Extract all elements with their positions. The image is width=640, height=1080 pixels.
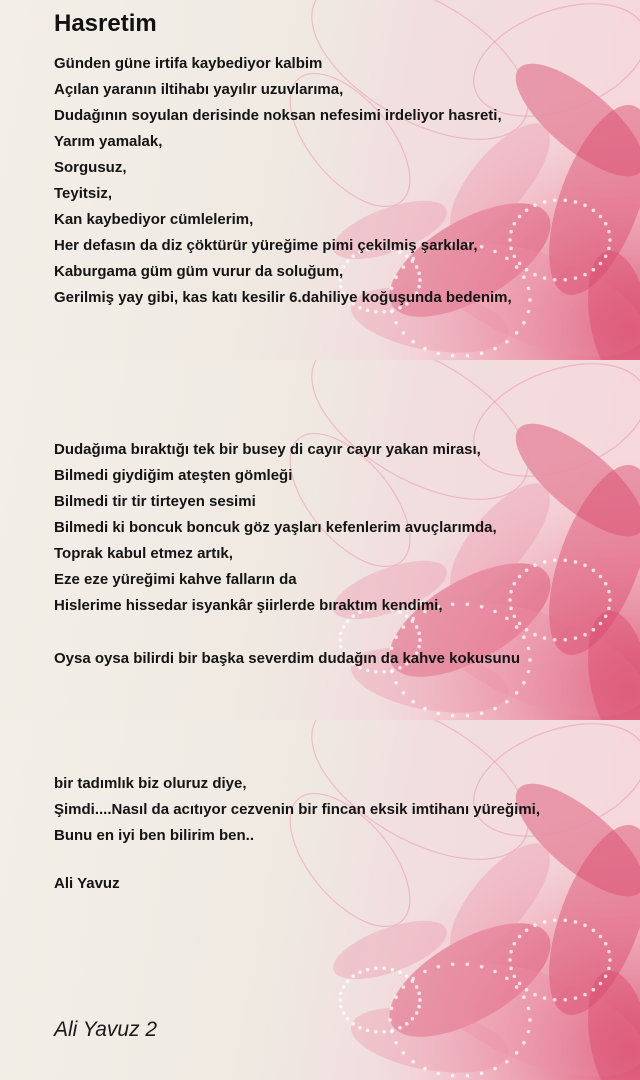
dot-ornament [574,560,578,564]
poem-line: Bilmedi giydiğim ateşten gömleği [54,467,293,484]
dot-ornament [415,1011,419,1015]
dot-ornament [509,967,513,971]
poem-line: Kaburgama güm güm vurur da soluğum, [54,263,344,280]
dot-ornament [607,607,611,611]
dot-ornament [543,200,547,204]
dot-ornament [402,1051,406,1055]
poem-line: Hislerime hissedar isyankâr şiirlerde bıraktım kendimi, [54,597,443,614]
dot-ornament [466,714,470,718]
dot-ornament [583,273,587,277]
poem-line: Bilmedi tir tir tirteyen sesimi [54,493,256,510]
poem-line: Teyitsiz, [54,185,113,202]
dot-ornament [515,985,519,989]
dot-ornament [599,935,603,939]
dot-ornament [437,711,441,715]
dot-ornament [508,598,512,602]
poem-line: Şimdi....Nasıl da acıtıyor cezvenin bir fincan eksik imtihanı yüreğimi, [54,801,540,818]
dot-ornament [518,982,522,986]
stanza-2 [54,437,497,619]
dot-ornament [513,254,517,258]
dot-ornament [466,1074,470,1078]
poem-line: Gerilmiş yay gibi, kas katı kesilir 6.dahiliye koğuşunda bedenim, [54,289,512,306]
dot-ornament [339,992,343,996]
dot-ornament [528,1018,532,1022]
dot-ornament [608,598,612,602]
dot-ornament [451,963,455,967]
dot-ornament [533,633,537,637]
dot-ornament [528,298,532,302]
dot-ornament [493,707,497,711]
dot-ornament [505,340,509,344]
dot-ornament [423,970,427,974]
dot-ornament [543,276,547,280]
dot-ornament [513,614,517,618]
dot-ornament [604,974,608,978]
dot-ornament [338,998,342,1002]
dot-ornament [607,590,611,594]
dot-ornament [607,950,611,954]
dot-ornament [374,1030,378,1034]
dot-ornament [515,331,519,335]
dot-ornament [394,635,398,639]
dot-ornament [346,1017,350,1021]
dot-ornament [398,970,402,974]
poem-line: bir tadımlık biz oluruz diye, [54,775,247,792]
dot-ornament [604,942,608,946]
dot-ornament [563,998,567,1002]
dot-ornament [563,638,567,642]
dot-ornament [607,967,611,971]
dot-ornament [417,992,421,996]
dot-ornament [351,1022,355,1026]
dot-ornament [411,979,415,983]
dot-ornament [366,968,370,972]
dot-ornament [418,638,422,642]
dot-ornament [480,351,484,355]
poem-line: Yarım yamalak, [54,133,163,150]
dot-ornament [592,268,596,272]
dot-ornament [480,1071,484,1075]
dot-ornament [480,711,484,715]
dot-ornament [423,347,427,351]
dot-ornament [528,658,532,662]
dot-ornament [374,966,378,970]
dot-ornament [525,568,529,572]
dot-ornament [505,700,509,704]
dot-ornament [339,632,343,636]
dot-ornament [533,993,537,997]
dot-ornament [388,1018,392,1022]
dot-ornament [411,1017,415,1021]
dot-ornament [527,1030,531,1034]
dot-ornament [533,204,537,208]
dot-ornament [513,582,517,586]
dot-ornament [522,1041,526,1045]
dot-ornament [513,222,517,226]
dot-ornament [592,988,596,992]
dot-ornament [553,198,557,202]
dot-ornament [599,262,603,266]
dot-ornament [402,691,406,695]
dot-ornament [513,974,517,978]
dot-ornament [583,924,587,928]
dot-ornament [351,974,355,978]
dot-ornament [339,1005,343,1009]
dot-ornament [533,924,537,928]
dot-ornament [515,691,519,695]
dot-ornament [508,958,512,962]
dot-ornament [394,321,398,325]
dot-ornament [417,632,421,636]
dot-ornament [505,1060,509,1064]
dot-ornament [451,714,455,718]
dot-ornament [604,614,608,618]
dot-ornament [599,215,603,219]
dot-ornament [418,998,422,1002]
poem-line: Eze eze yüreğimi kahve falların da [54,571,297,588]
dot-ornament [505,617,509,621]
dot-ornament [342,1011,346,1015]
dot-ornament [599,982,603,986]
dot-ornament [394,681,398,685]
dot-ornament [411,340,415,344]
dot-ornament [592,628,596,632]
dot-ornament [415,985,419,989]
poem-line: Günden güne irtifa kaybediyor kalbim [54,55,323,72]
dot-ornament [346,979,350,983]
dot-ornament [405,1022,409,1026]
dot-ornament [592,208,596,212]
dot-ornament [604,254,608,258]
dot-ornament [423,1067,427,1071]
dot-ornament [574,920,578,924]
dot-ornament [607,230,611,234]
dot-ornament [574,636,578,640]
dot-ornament [402,985,406,989]
dot-ornament [417,1005,421,1009]
dot-ornament [553,918,557,922]
dot-ornament [394,995,398,999]
dot-ornament [543,636,547,640]
dot-ornament [563,278,567,282]
dot-ornament [423,707,427,711]
dot-ornament [493,970,497,974]
poem-line: Oysa oysa bilirdi bir başka severdim dudağın da kahve kokusunu [54,650,520,667]
dot-ornament [451,354,455,358]
dot-ornament [599,575,603,579]
dot-ornament [522,635,526,639]
dot-ornament [525,208,529,212]
dot-ornament [505,977,509,981]
dot-ornament [533,273,537,277]
dot-ornament [592,928,596,932]
dot-ornament [583,993,587,997]
dot-ornament [411,1060,415,1064]
dot-ornament [366,1029,370,1033]
dot-ornament [509,950,513,954]
dot-ornament [382,1030,386,1034]
dot-ornament [604,582,608,586]
dot-ornament [527,287,531,291]
poem-line: Kan kaybediyor cümlelerim, [54,211,254,228]
signature: Ali Yavuz 2 [54,1018,158,1041]
poem-line: Dudağının soyulan derisinde noksan nefesimi irdeliyor hasreti, [54,107,502,124]
dot-ornament [527,647,531,651]
stanza-4 [54,771,540,849]
dot-ornament [515,1051,519,1055]
dot-ornament [553,278,557,282]
dot-ornament [382,966,386,970]
stanza-3 [54,646,520,672]
dot-ornament [543,996,547,1000]
dot-ornament [543,920,547,924]
dot-ornament [604,222,608,226]
poem-line: Bilmedi ki boncuk boncuk göz yaşları kefenlerim avuçlarımda, [54,519,497,536]
dot-ornament [509,590,513,594]
dot-ornament [405,974,409,978]
dot-ornament [391,968,395,972]
dot-ornament [522,681,526,685]
dot-ornament [527,1007,531,1011]
dot-ornament [338,638,342,642]
dot-ornament [527,670,531,674]
poem-line: Dudağıma bıraktığı tek bir busey di cayır cayır yakan mirası, [54,441,481,458]
dot-ornament [599,622,603,626]
dot-ornament [391,1029,395,1033]
dot-ornament [342,985,346,989]
stanza-1 [54,51,512,311]
dot-ornament [527,310,531,314]
dot-ornament [480,965,484,969]
dot-ornament [592,568,596,572]
dot-ornament [437,1071,441,1075]
dot-ornament [525,268,529,272]
dot-ornament [574,200,578,204]
dot-ornament [563,198,567,202]
poem-line: Her defasın da diz çöktürür yüreğime pimi çekilmiş şarkılar, [54,237,478,254]
dot-ornament [451,1074,455,1078]
poem-line: Açılan yaranın iltihabı yayılır uzuvlarıma, [54,81,344,98]
poem-title: Hasretim [54,10,157,37]
poem-line: Bunu en iyi ben bilirim ben.. [54,827,255,844]
dot-ornament [553,998,557,1002]
dot-ornament [607,247,611,251]
poem-line: Sorgusuz, [54,159,127,176]
dot-ornament [398,1026,402,1030]
dot-ornament [402,625,406,629]
dot-ornament [553,638,557,642]
dot-ornament [533,564,537,568]
dot-ornament [466,354,470,358]
dot-ornament [518,262,522,266]
dot-ornament [563,918,567,922]
dot-ornament [525,928,529,932]
dot-ornament [358,1026,362,1030]
dot-ornament [415,625,419,629]
dot-ornament [394,1041,398,1045]
dot-ornament [518,622,522,626]
poem-line: Toprak kabul etmez artık, [54,545,233,562]
dot-ornament [518,935,522,939]
dot-ornament [342,625,346,629]
dot-ornament [411,700,415,704]
dot-ornament [493,1067,497,1071]
dot-ornament [583,633,587,637]
dot-ornament [515,265,519,269]
dot-ornament [522,321,526,325]
dot-ornament [346,619,350,623]
dot-ornament [437,965,441,969]
dot-ornament [402,331,406,335]
dot-ornament [525,628,529,632]
dot-ornament [553,558,557,562]
dot-ornament [515,625,519,629]
dot-ornament [583,204,587,208]
dot-ornament [522,275,526,279]
dot-ornament [583,564,587,568]
dot-ornament [608,958,612,962]
dot-ornament [563,558,567,562]
dot-ornament [543,560,547,564]
dot-ornament [574,276,578,280]
dot-ornament [513,942,517,946]
dot-ornament [518,575,522,579]
dot-ornament [509,607,513,611]
dot-ornament [518,215,522,219]
dot-ornament [358,970,362,974]
dot-ornament [390,1007,394,1011]
dot-ornament [411,619,415,623]
dot-ornament [608,238,612,242]
dot-ornament [466,963,470,967]
dot-ornament [574,996,578,1000]
dot-ornament [522,995,526,999]
dot-ornament [525,988,529,992]
dot-ornament [437,351,441,355]
dot-ornament [493,347,497,351]
poem-author: Ali Yavuz [54,875,120,892]
